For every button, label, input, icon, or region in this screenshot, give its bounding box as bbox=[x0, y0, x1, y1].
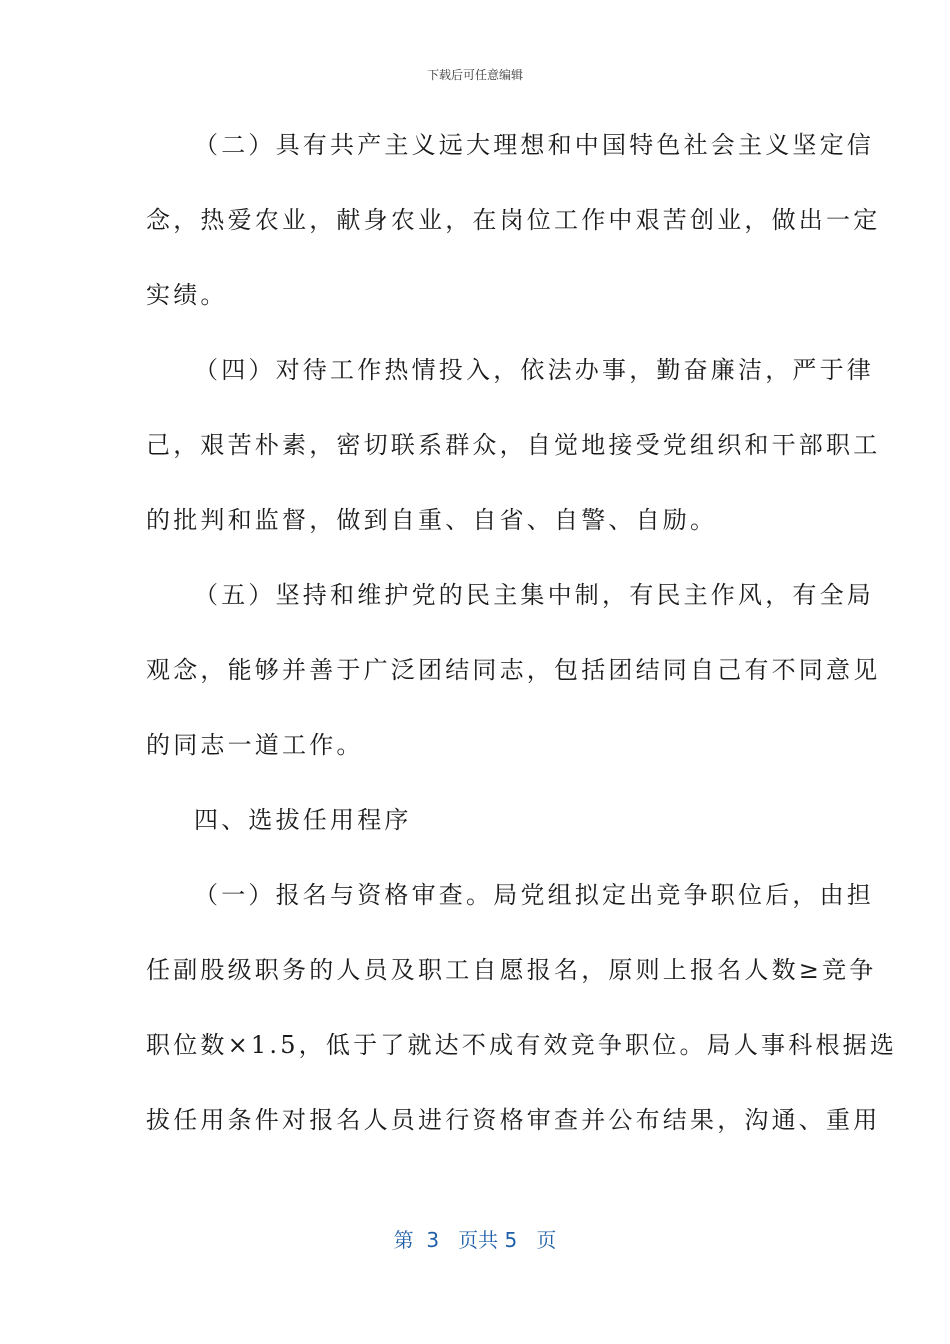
paragraph-line: （四）对待工作热情投入，依法办事，勤奋廉洁，严于律 bbox=[194, 356, 874, 384]
paragraph-line: （一）报名与资格审查。局党组拟定出竞争职位后，由担 bbox=[194, 881, 874, 909]
paragraph-line: 任副股级职务的人员及职工自愿报名，原则上报名人数≥竞争 bbox=[146, 956, 877, 984]
paragraph-line: 己，艰苦朴素，密切联系群众，自觉地接受党组织和干部职工 bbox=[146, 431, 881, 459]
header-note: 下载后可任意编辑 bbox=[426, 68, 523, 82]
paragraph-line: 观念，能够并善于广泛团结同志，包括团结同自己有不同意见 bbox=[146, 656, 881, 684]
paragraph-line: 念，热爱农业，献身农业，在岗位工作中艰苦创业，做出一定 bbox=[146, 206, 881, 234]
paragraph-line: （五）坚持和维护党的民主集中制，有民主作风，有全局 bbox=[194, 581, 874, 609]
paragraph-line: （二）具有共产主义远大理想和中国特色社会主义坚定信 bbox=[194, 131, 874, 159]
paragraph-line: 的批判和监督，做到自重、自省、自警、自励。 bbox=[146, 506, 718, 534]
paragraph-line: 的同志一道工作。 bbox=[146, 731, 364, 759]
paragraph-line: 拔任用条件对报名人员进行资格审查并公布结果，沟通、重用 bbox=[146, 1106, 881, 1134]
paragraph-line: 实绩。 bbox=[146, 281, 228, 309]
section-heading: 四、选拔任用程序 bbox=[194, 806, 412, 834]
page-number-footer: 第 3 页共 5 页 bbox=[393, 1228, 557, 1252]
paragraph-line: 职位数×1.5，低于了就达不成有效竞争职位。局人事科根据选 bbox=[146, 1031, 898, 1059]
